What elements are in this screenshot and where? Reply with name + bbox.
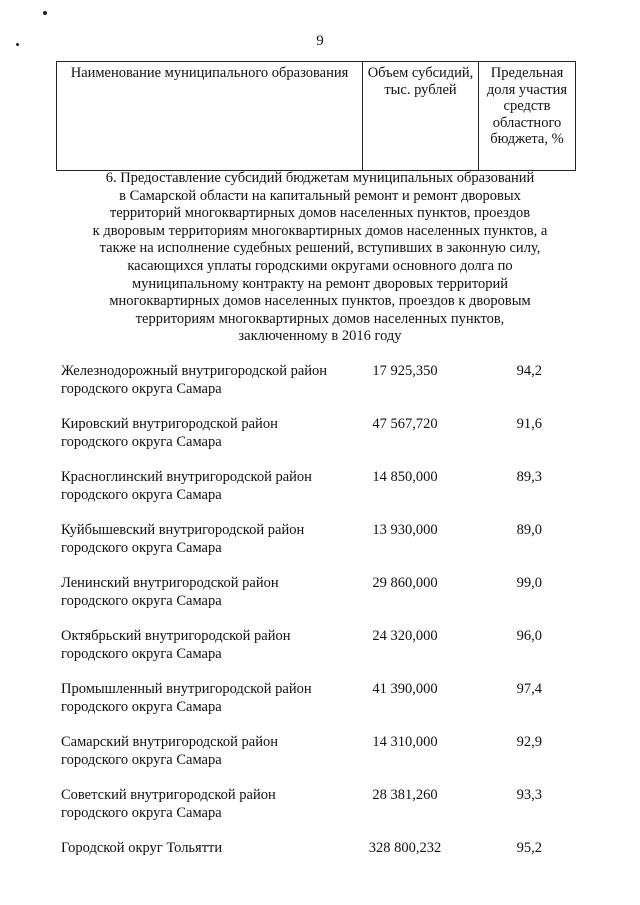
table-row [0, 415, 640, 468]
municipality-name: Городской округ Тольятти [61, 840, 223, 856]
table-row [0, 468, 640, 521]
budget-share: 89,3 [516, 469, 542, 485]
municipality-name: Самарский внутригородской район городского округа Самара [61, 734, 279, 768]
budget-share: 94,2 [516, 363, 542, 379]
header-subsidy-volume: Объем субсидий, тыс. рублей [363, 62, 479, 170]
subsidy-amount: 47 567,720 [372, 416, 438, 432]
municipality-name: Ленинский внутригородской район городского округа Самара [61, 575, 279, 609]
table-header [56, 61, 576, 171]
section-title-line: в Самарской области на капитальный ремонт и ремонт дворовых [119, 187, 521, 204]
section-title-line: территорий многоквартирных домов населенных пунктов, проездов [109, 205, 531, 222]
budget-share: 89,0 [516, 522, 542, 538]
table-row [0, 521, 640, 574]
subsidy-amount: 328 800,232 [368, 840, 442, 856]
scan-speck [43, 11, 47, 15]
section-title-line: к дворовым территориям многоквартирных домов населенных пунктов, а [92, 222, 548, 239]
budget-share: 97,4 [516, 681, 542, 697]
municipality-name: Советский внутригородской район городского округа Самара [61, 787, 276, 821]
section-title-line: многоквартирных домов населенных пунктов, проездов к дворовым [109, 293, 531, 310]
section-title [60, 170, 580, 346]
section-title-line: муниципальному контракту на ремонт дворовых территорий [131, 275, 508, 292]
section-title-line: территориям многоквартирных домов населенных пунктов, [135, 310, 505, 327]
subsidy-amount: 29 860,000 [372, 575, 438, 591]
budget-share: 95,2 [516, 840, 542, 856]
budget-share: 99,0 [516, 575, 542, 591]
table-row [0, 733, 640, 786]
subsidy-amount: 41 390,000 [372, 681, 438, 697]
section-title-line: заключенному в 2016 году [238, 328, 402, 345]
header-municipality: Наименование муниципального образования [57, 62, 363, 170]
subsidy-amount: 14 850,000 [372, 469, 438, 485]
municipality-name: Красноглинский внутригородской район городского округа Самара [61, 469, 312, 503]
table-row [0, 574, 640, 627]
header-budget-share: Предельная доля участия средств областного бюджета, % [486, 65, 568, 147]
budget-share: 92,9 [516, 734, 542, 750]
page-number: 9 [316, 33, 324, 49]
budget-share: 93,3 [516, 787, 542, 803]
subsidy-amount: 28 381,260 [372, 787, 438, 803]
subsidy-amount: 24 320,000 [372, 628, 438, 644]
subsidy-amount: 17 925,350 [372, 363, 438, 379]
budget-share: 96,0 [516, 628, 542, 644]
subsidy-amount: 14 310,000 [372, 734, 438, 750]
municipality-name: Железнодорожный внутригородской район городского округа Самара [61, 363, 328, 397]
section-title-line: также на исполнение судебных решений, вступивших в законную силу, [99, 240, 541, 257]
municipality-name: Октябрьский внутригородской район городского округа Самара [61, 628, 291, 662]
budget-share: 91,6 [516, 416, 542, 432]
municipality-name: Кировский внутригородской район городского округа Самара [61, 416, 278, 450]
subsidy-table [0, 362, 640, 892]
table-row [0, 786, 640, 839]
subsidy-amount: 13 930,000 [372, 522, 438, 538]
section-title-line: касающихся уплаты городскими округами основного долга по [127, 257, 513, 274]
table-row [0, 680, 640, 733]
table-row [0, 627, 640, 680]
municipality-name: Промышленный внутригородской район городского округа Самара [61, 681, 312, 715]
table-row [0, 839, 640, 892]
municipality-name: Куйбышевский внутригородской район городского округа Самара [61, 522, 305, 556]
table-row [0, 362, 640, 415]
section-title-line: 6. Предоставление субсидий бюджетам муниципальных образований [105, 170, 535, 186]
